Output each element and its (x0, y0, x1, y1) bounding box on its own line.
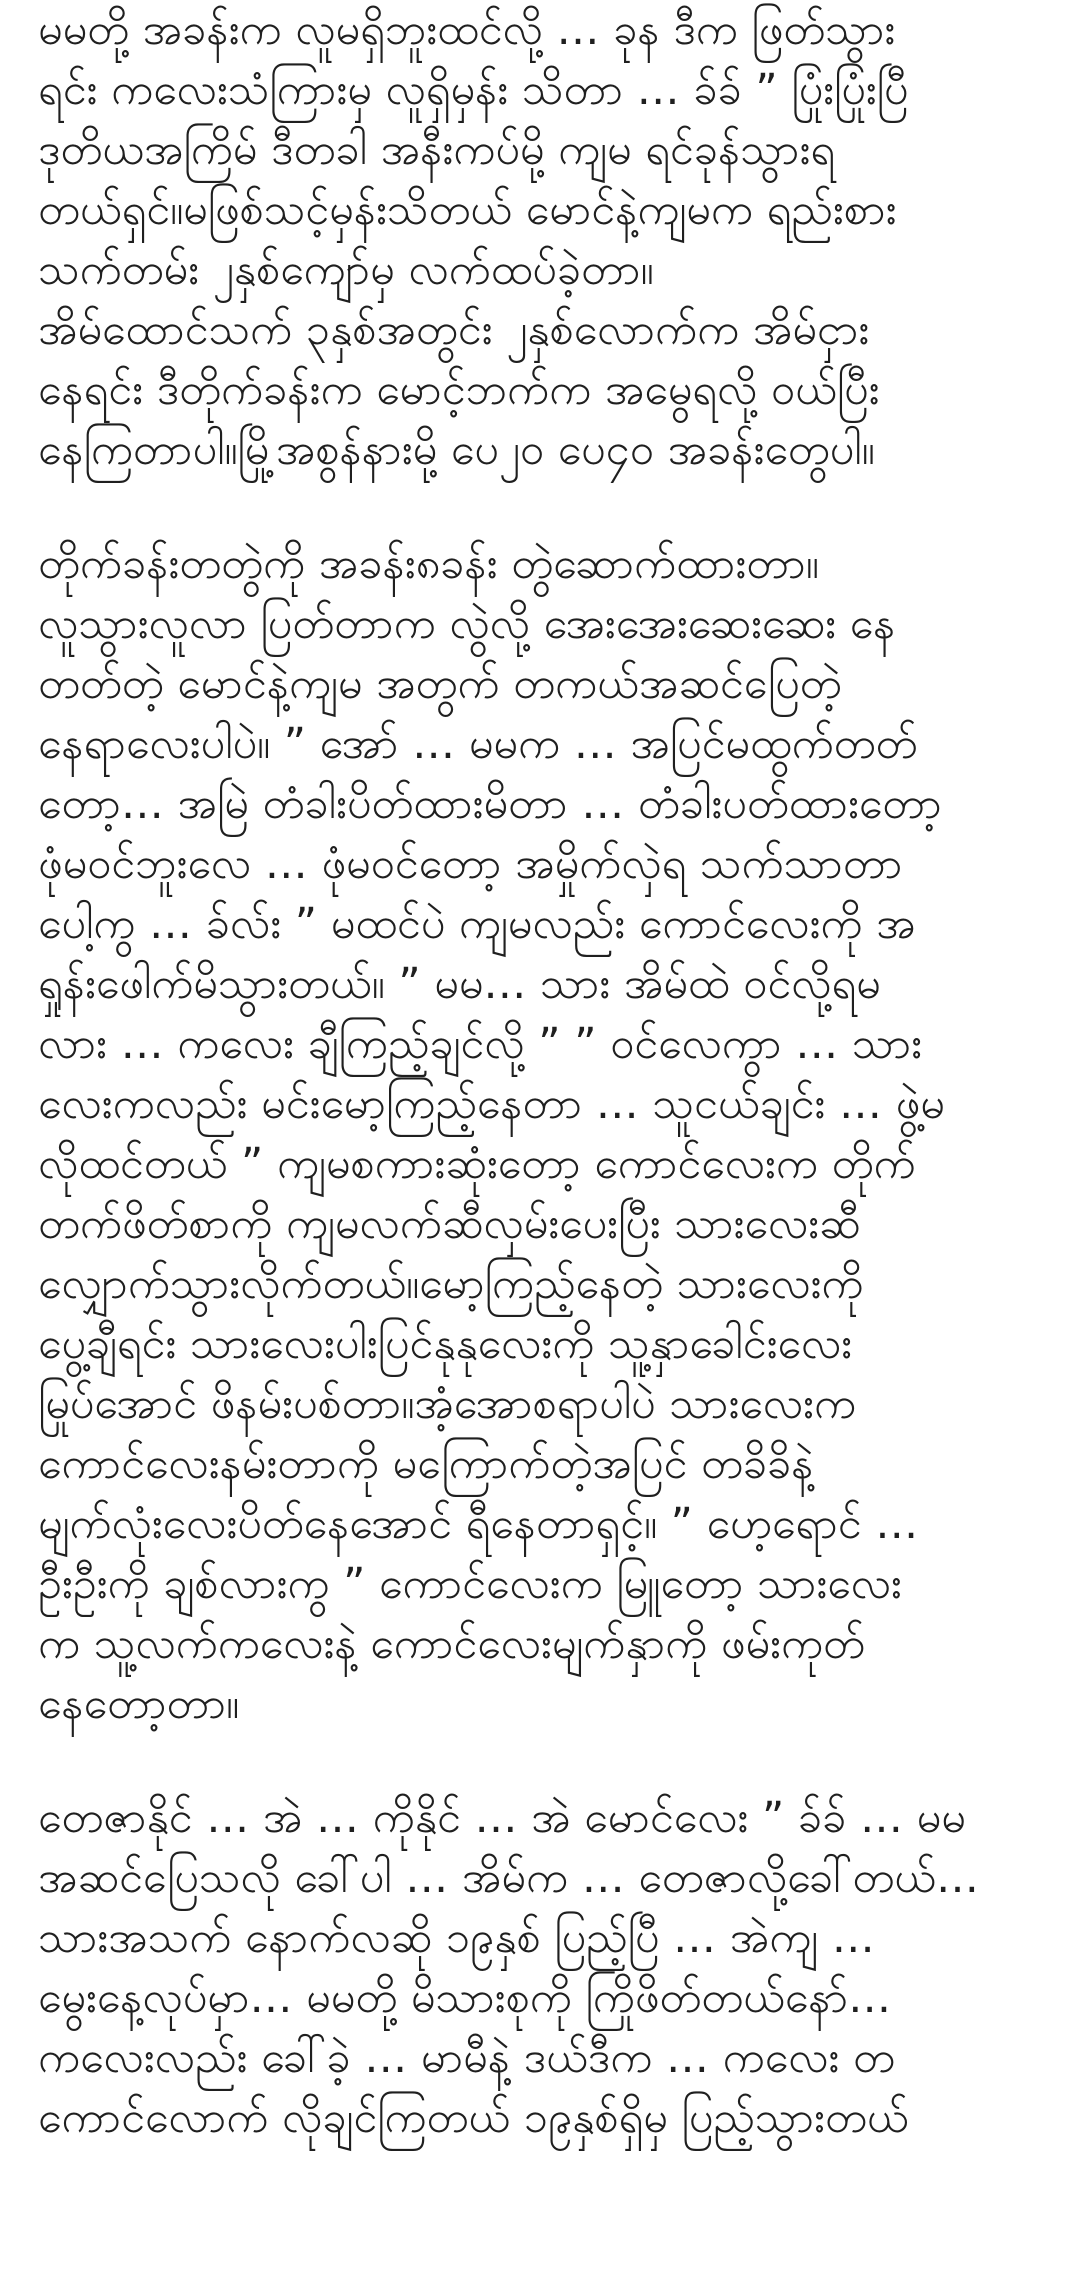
text-line: တော့… အမြဲ တံခါးပိတ်ထားမိတာ … တံခါးပတ်ထားတော့ (38, 779, 942, 829)
paragraph-2 (38, 534, 1036, 1734)
text-line: နေရင်း ဒီတိုက်ခန်းက မောင့်ဘက်က အမွေရလို့ ဝယ်ပြီး (38, 365, 880, 415)
text-line: ဖုံမဝင်ဘူးလေ … ဖုံမဝင်တော့ အမှိုက်လှဲရ သက်သာတာ (38, 839, 903, 889)
text-line: ပေါ့ကွ … ခ်လ်း ” မထင်ပဲ ကျမလည်း ကောင်လေးကို အ (38, 899, 916, 949)
text-line: သက်တမ်း ၂နှစ်ကျော်မှ လက်ထပ်ခဲ့တာ။ (38, 245, 654, 295)
text-line: တက်ဖိတ်စာကို ကျမလက်ဆီလှမ်းပေးပြီး သားလေးဆီ (38, 1199, 861, 1249)
text-line: နေတော့တာ။ (38, 1679, 240, 1729)
text-line: ကလေးလည်း ခေါ်ခဲ့ … မာမီနဲ့ ဒယ်ဒီက … ကလေး တ (38, 2033, 895, 2083)
text-line: တိုက်ခန်းတတွဲကို အခန်း၈ခန်း တွဲဆောက်ထားတာ။ (38, 539, 819, 589)
text-line: မွေးနေ့လုပ်မှာ… မမတို့ မိသားစုကို ကြိုဖိတ်တယ်နော်… (38, 1973, 892, 2023)
text-line: ရင်း ကလေးသံကြားမှ လူရှိမှန်း သိတာ … ခ်ခ် ” ပြုံးပြုံးပြီ (38, 65, 909, 115)
text-line: အဆင်ပြေသလို ခေါ်ပါ … အိမ်က … တေဇာလို့ခေါ်တယ်… (38, 1853, 980, 1903)
paragraph-3 (38, 1788, 1036, 2148)
text-line: နေကြတာပါ။မြို့အစွန်နားမို့ ပေ၂၀ ပေ၄၀ အခန်းတွေပါ။ (38, 425, 875, 475)
text-line: လား … ကလေး ချီကြည့်ချင်လို့ ” ” ဝင်လေကွာ … သား (38, 1019, 923, 1069)
text-line: သားအသက် နောက်လဆို ၁၉နှစ် ပြည့်ပြီ … အဲကျ … (38, 1913, 875, 1963)
text-line: လူသွားလူလာ ပြတ်တာက လွဲလို့ အေးအေးဆေးဆေး နေ (38, 599, 896, 649)
text-line: ကောင်လောက် လိုချင်ကြတယ် ၁၉နှစ်ရှိမှ ပြည့်သွားတယ် (38, 2093, 909, 2143)
text-line: မြုပ်အောင် ဖိနမ်းပစ်တာ။အံ့အောစရာပါပဲ သားလေးက (38, 1379, 857, 1429)
text-line: နေရာလေးပါပဲ။ ” အော် … မမက … အပြင်မထွက်တတ် (38, 719, 918, 769)
text-line: တေဇာနိုင် … အဲ … ကိုနိုင် … အဲ မောင်လေး ” ခ်ခ် … မမ (38, 1793, 966, 1843)
text-line: ပွေ့ချီရင်း သားလေးပါးပြင်နုနုလေးကို သူ့နှာခေါင်းလေး (38, 1319, 853, 1369)
text-line: မမတို့ အခန်းက လူမရှိဘူးထင်လို့ … ခုန ဒီက ဖြတ်သွား (38, 5, 896, 55)
text-line: လျှောက်သွားလိုက်တယ်။မော့ကြည့်နေတဲ့ သားလေးကို (38, 1259, 864, 1309)
text-line: က သူ့လက်ကလေးနဲ့ ကောင်လေးမျက်နှာကို ဖမ်းကုတ် (38, 1619, 865, 1669)
text-line: ကောင်လေးနမ်းတာကို မကြောက်တဲ့အပြင် တခိခိနဲ့ (38, 1439, 814, 1489)
text-line: ရှုန်းဖေါက်မိသွားတယ်။ ” မမ… သား အိမ်ထဲ ဝင်လို့ရမ (38, 959, 881, 1009)
text-line: လေးကလည်း မင်းမော့ကြည့်နေတာ … သူငယ်ချင်း … ဖွဲ့မ (38, 1079, 945, 1129)
text-line: ဦးဦးကို ချစ်လားကွ ” ကောင်လေးက မြူတော့ သားလေး (38, 1559, 902, 1609)
text-line: အိမ်ထောင်သက် ၃နှစ်အတွင်း ၂နှစ်လောက်က အိမ်ငှား (38, 305, 870, 355)
paragraph-1 (38, 0, 1036, 480)
text-line: ဒုတိယအကြိမ် ဒီတခါ အနီးကပ်မို့ ကျမ ရင်ခုန်သွားရ (38, 125, 836, 175)
text-line: တယ်ရှင်။မဖြစ်သင့်မှန်းသိတယ် မောင်နဲ့ကျမက ရည်းစား (38, 185, 897, 235)
text-line: တတ်တဲ့ မောင်နဲ့ကျမ အတွက် တကယ်အဆင်ပြေတဲ့ (38, 659, 842, 709)
text-line: မျက်လုံးလေးပိတ်နေအောင် ရီနေတာရှင့်။ ” ဟေ့ရောင် … (38, 1499, 919, 1549)
text-line: လိုထင်တယ် ” ကျမစကားဆုံးတော့ ကောင်လေးက တိုက် (38, 1139, 916, 1189)
